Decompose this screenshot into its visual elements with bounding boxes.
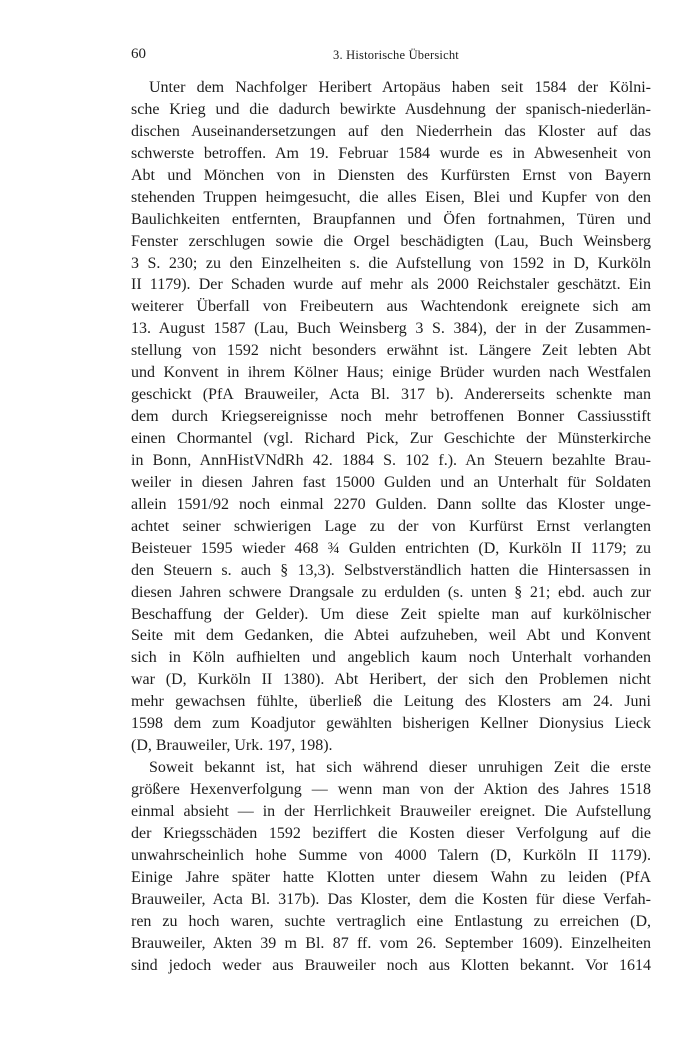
text-line: stehenden Truppen heimgesucht, die alles Eisen, Blei und Kupfer von den (131, 188, 651, 206)
text-line: dischen Auseinandersetzungen auf den Niederrhein das Kloster auf das (131, 122, 651, 140)
text-line: II 1179). Der Schaden wurde auf mehr als 2000 Reichstaler geschätzt. Ein (131, 276, 651, 294)
body-text (131, 77, 651, 976)
text-line: Soweit bekannt ist, hat sich während dieser unruhigen Zeit die erste (149, 759, 651, 777)
text-line: schwerste betroffen. Am 19. Februar 1584 wurde es in Abwesenheit von (131, 144, 651, 162)
text-line: sich in Köln aufhielten und angeblich kaum noch Unterhalt vorhanden (131, 649, 651, 667)
text-line: 3 S. 230; zu den Einzelheiten s. die Aufstellung von 1592 in D, Kurköln (131, 254, 651, 272)
text-line: Beschaffung der Gelder). Um diese Zeit spielte man auf kurkölnischer (131, 605, 651, 623)
paragraph-1 (131, 77, 651, 757)
text-line: achtet seiner schwierigen Lage zu der von Kurfürst Ernst verlangten (131, 517, 651, 535)
text-line: Baulichkeiten entfernten, Braupfannen und Öfen fortnahmen, Türen und (131, 210, 651, 228)
text-line: Abt und Mönchen von in Diensten des Kurfürsten Ernst von Bayern (131, 166, 651, 184)
text-line: Brauweiler, Acta Bl. 317b). Das Kloster, dem die Kosten für diese Verfah- (131, 890, 651, 908)
text-line: dem durch Kriegsereignisse noch mehr betroffenen Bonner Cassiusstift (131, 408, 651, 426)
text-line: 13. August 1587 (Lau, Buch Weinsberg 3 S. 384), der in der Zusammen- (131, 320, 651, 338)
text-line: allein 1591/92 noch einmal 2270 Gulden. Dann sollte das Kloster unge- (131, 495, 651, 513)
text-line: und Konvent in ihrem Kölner Haus; einige Brüder wurden nach Westfalen (131, 364, 651, 382)
text-line: geschickt (PfA Brauweiler, Acta Bl. 317 b). Andererseits schenkte man (131, 386, 651, 404)
text-line: diesen Jahren schwere Drangsale zu erdulden (s. unten § 21; ebd. auch zur (131, 583, 651, 601)
text-line: Unter dem Nachfolger Heribert Artopäus haben seit 1584 der Kölni- (149, 79, 651, 96)
text-line: der Kriegsschäden 1592 beziffert die Kosten dieser Verfolgung auf die (131, 824, 651, 842)
text-line: ren zu hoch waren, suchte vertraglich eine Entlastung zu erreichen (D, (131, 912, 651, 930)
text-line: stellung von 1592 nicht besonders erwähnt ist. Längere Zeit lebten Abt (131, 342, 651, 360)
text-line: mehr gewachsen fühlte, überließ die Leitung des Klosters am 24. Juni (131, 693, 651, 711)
text-line: größere Hexenverfolgung — wenn man von der Aktion des Jahres 1518 (131, 781, 651, 798)
text-line: 1598 dem zum Koadjutor gewählten bisherigen Kellner Dionysius Lieck (131, 715, 651, 733)
text-line: in Bonn, AnnHistVNdRh 42. 1884 S. 102 f.). An Steuern bezahlte Brau- (131, 451, 651, 469)
text-line: weiler in diesen Jahren fast 15000 Gulden und an Unterhalt für Soldaten (131, 473, 651, 491)
text-line: Beisteuer 1595 wieder 468 ¾ Gulden entrichten (D, Kurköln II 1179; zu (131, 539, 651, 557)
text-line: war (D, Kurköln II 1380). Abt Heribert, der sich den Problemen nicht (131, 671, 651, 689)
text-line: sche Krieg und die dadurch bewirkte Ausdehnung der spanisch-niederlän- (131, 100, 651, 118)
running-head: 3. Historische Übersicht (333, 48, 459, 62)
text-line: unwahrscheinlich hohe Summe von 4000 Talern (D, Kurköln II 1179). (131, 846, 651, 864)
text-line: (D, Brauweiler, Urk. 197, 198). (131, 737, 333, 755)
text-line: Fenster zerschlugen sowie die Orgel beschädigten (Lau, Buch Weinsberg (131, 232, 651, 250)
text-line: weiterer Überfall von Freibeutern aus Wachtendonk ereignete sich am (131, 298, 651, 316)
text-line: sind jedoch weder aus Brauweiler noch aus Klotten bekannt. Vor 1614 (131, 956, 651, 974)
text-line: einen Chormantel (vgl. Richard Pick, Zur Geschichte der Münsterkirche (131, 430, 651, 447)
page-number: 60 (131, 46, 146, 62)
paragraph-2 (131, 757, 651, 976)
text-line: Brauweiler, Akten 39 m Bl. 87 ff. vom 26. September 1609). Einzelheiten (131, 934, 651, 952)
text-line: den Steuern s. auch § 13,3). Selbstverständlich hatten die Hintersassen in (131, 561, 651, 579)
text-line: Seite mit dem Gedanken, die Abtei aufzuheben, weil Abt und Konvent (131, 627, 651, 645)
text-line: Einige Jahre später hatte Klotten unter diesem Wahn zu leiden (PfA (131, 868, 651, 886)
text-line: einmal absieht — in der Herrlichkeit Brauweiler ereignet. Die Aufstellung (131, 802, 651, 820)
